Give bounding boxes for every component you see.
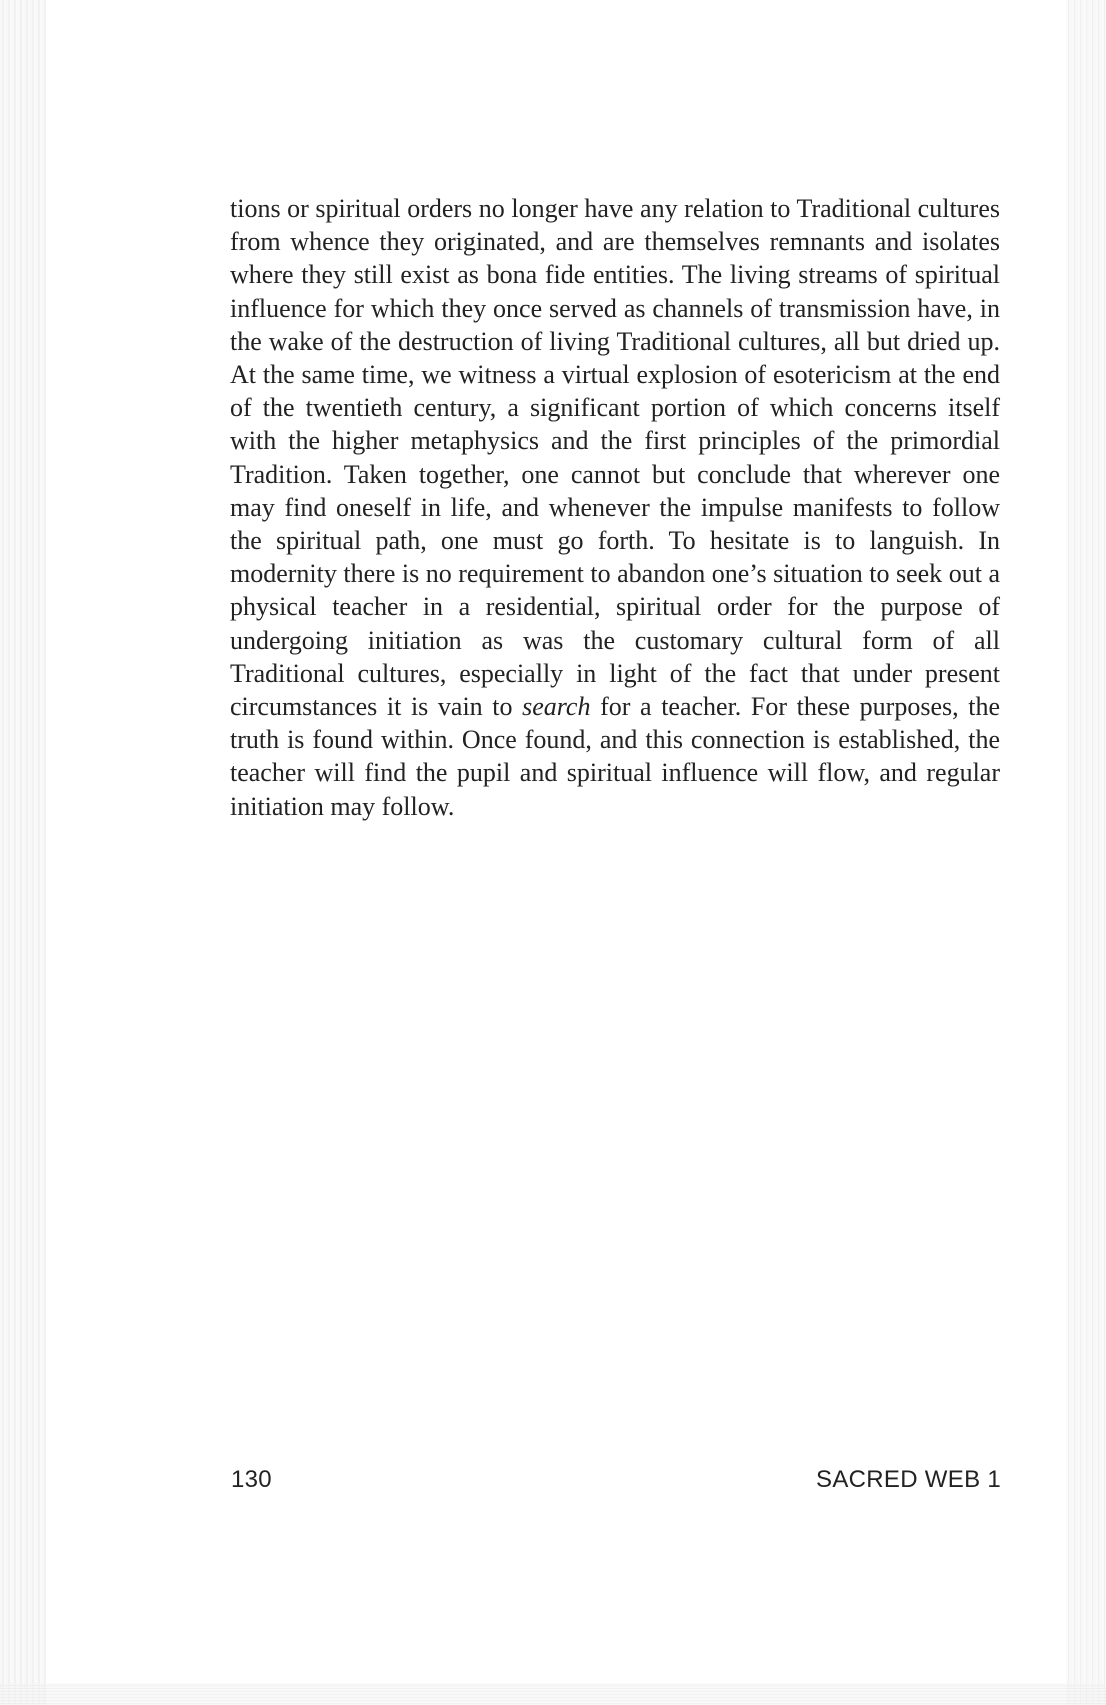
page-edge-right [1066, 0, 1106, 1705]
running-title: SACRED WEB 1 [816, 1466, 1001, 1493]
body-text-part-1: tions or spiritual orders no longer have any relation to Traditional cultures from whence they originated, and are themselves remnants and isolates where they still exist as bona fide entities. The living streams of spiritual influence for which they once served as channels of transmission have, in the wake of the destruction of living Traditional cultures, all but dried up. At the same time, we witness a virtual explosion of esotericism at the end of the twentieth century, a significant portion of which concerns itself with the higher metaphysics and the first principles of the primordial Tradition. Taken together, one cannot but conclude that wherever one may find oneself in life, and whenever the impulse manifests to follow the spiritual path, one must go forth. To hesitate is to languish. In modernity there is no requirement to abandon one’s situation to seek out a physical teacher in a residential, spiritual order for the purpose of undergoing initiation as was the customary cultural form of all Traditional cultures, especially in light of the fact that under present circumstances it is vain to [230, 194, 1000, 722]
body-paragraph [230, 192, 1000, 823]
page-edge-left [0, 0, 46, 1705]
page-number: 130 [231, 1466, 272, 1493]
emphasized-word: search [522, 692, 591, 722]
page-edge-bottom [0, 1683, 1106, 1705]
body-text-part-2: for a teacher. For these purposes, the truth is found within. Once found, and this connection is established, the teacher will find the pupil and spiritual influence will flow, and regular initiation may follow. [230, 692, 1000, 821]
